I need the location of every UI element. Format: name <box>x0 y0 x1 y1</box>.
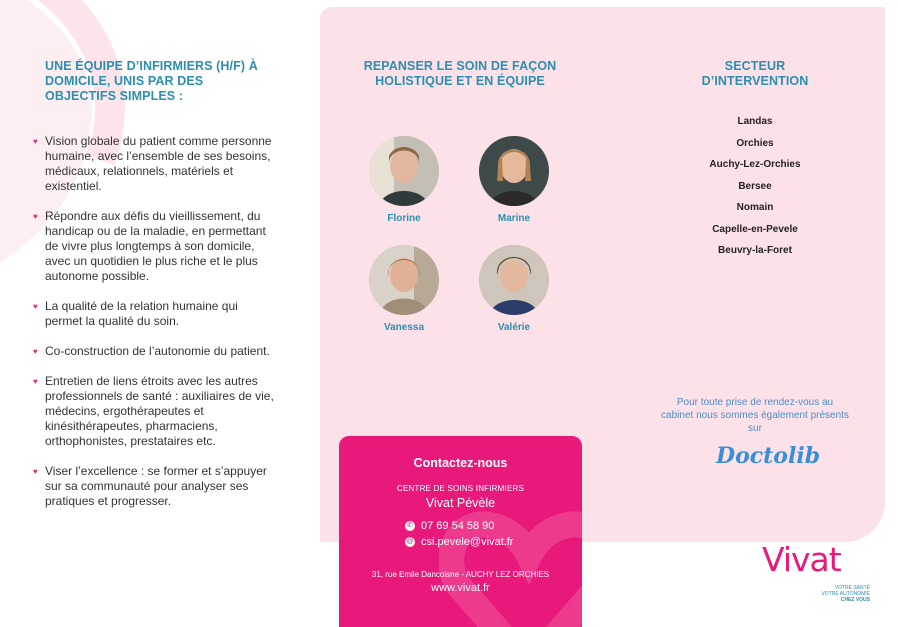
contact-card <box>339 436 582 627</box>
vivat-tagline: VOTRE SANTÉ VOTRE AUTONOMIE CHEZ VOUS <box>821 585 870 603</box>
team-title: UNE ÉQUIPE D’INFIRMIERS (H/F) À DOMICILE, UNIS PAR DES OBJECTIFS SIMPLES : <box>45 59 258 103</box>
avatar <box>479 245 549 315</box>
contact-title: Contactez-nous <box>413 456 508 470</box>
team-member-name: Florine <box>387 213 421 224</box>
team-member-name: Vanessa <box>383 322 425 333</box>
list-item: Landas <box>737 116 773 127</box>
list-item: Beuvry-la-Foret <box>718 245 792 256</box>
contact-subtitle: CENTRE DE SOINS INFIRMIERS <box>397 484 524 493</box>
list-item: ♥ Viser l’excellence : se former et s’appuyer sur sa communauté pour analyser ses pratiques et progresser. <box>33 464 267 508</box>
vivat-logo: Vivat <box>762 540 841 579</box>
heart-icon: ♥ <box>33 377 38 386</box>
heart-icon: ♥ <box>33 137 38 146</box>
sector-list <box>680 111 830 262</box>
team-member-name: Marine <box>497 213 531 224</box>
phone-icon: ✆ <box>405 521 415 531</box>
heart-icon: ♥ <box>33 212 38 221</box>
avatar <box>369 245 439 315</box>
objectives-list <box>33 134 278 524</box>
list-item: Orchies <box>736 137 774 149</box>
email-line[interactable] <box>405 536 513 548</box>
avatar <box>369 136 439 206</box>
list-item: Auchy-Lez-Orchies <box>709 159 801 170</box>
list-item: Nomain <box>736 202 774 213</box>
email-icon: @ <box>406 538 414 546</box>
heart-icon: ♥ <box>33 302 38 311</box>
address: 31, rue Emile Dancoisne - AUCHY LEZ ORCHIES <box>371 570 550 579</box>
doctolib-logo[interactable]: Doctolib <box>716 443 821 469</box>
sector-title: SECTEUR D’INTERVENTION <box>701 59 809 88</box>
list-item: Bersee <box>738 180 772 192</box>
list-item: ♥ Co-construction de l’autonomie du patient. <box>33 344 270 358</box>
doctolib-info: Pour toute prise de rendez-vous au cabinet nous sommes également présents sur <box>661 397 849 434</box>
email-address: csi.pevele@vivat.fr <box>421 536 514 548</box>
center-name: Vivat Pévèle <box>425 496 496 510</box>
list-item: Capelle-en-Pevele <box>712 223 798 235</box>
list-item: ♥ Répondre aux défis du vieillissement, du handicap ou de la maladie, en permettant de vivre plus longtemps à son domicile, avec un quotidien le plus riche et le plus autonome possible. <box>33 209 266 283</box>
phone-number: 07 69 54 58 90 <box>421 520 495 532</box>
avatar <box>479 136 549 206</box>
holistic-title: REPANSER LE SOIN DE FAÇON HOLISTIQUE ET EN ÉQUIPE <box>363 59 557 88</box>
heart-icon: ♥ <box>33 467 38 476</box>
list-item: ♥ Vision globale du patient comme personne humaine, avec l’ensemble de ses besoins, médicaux, relationnels, matériels et existentiel. <box>33 134 272 193</box>
website-link[interactable]: www.vivat.fr <box>431 582 490 594</box>
team-member-name: Valérie <box>497 322 531 333</box>
list-item: ♥ Entretien de liens étroits avec les autres professionnels de santé : auxiliaires de vie, médecins, ergothérapeutes et kinésithérapeutes, pharmaciens, orthophonistes, prestataires etc. <box>33 374 274 448</box>
heart-icon: ♥ <box>33 347 38 356</box>
list-item: ♥ La qualité de la relation humaine qui permet la qualité du soin. <box>33 299 238 328</box>
phone-line[interactable] <box>405 520 494 532</box>
